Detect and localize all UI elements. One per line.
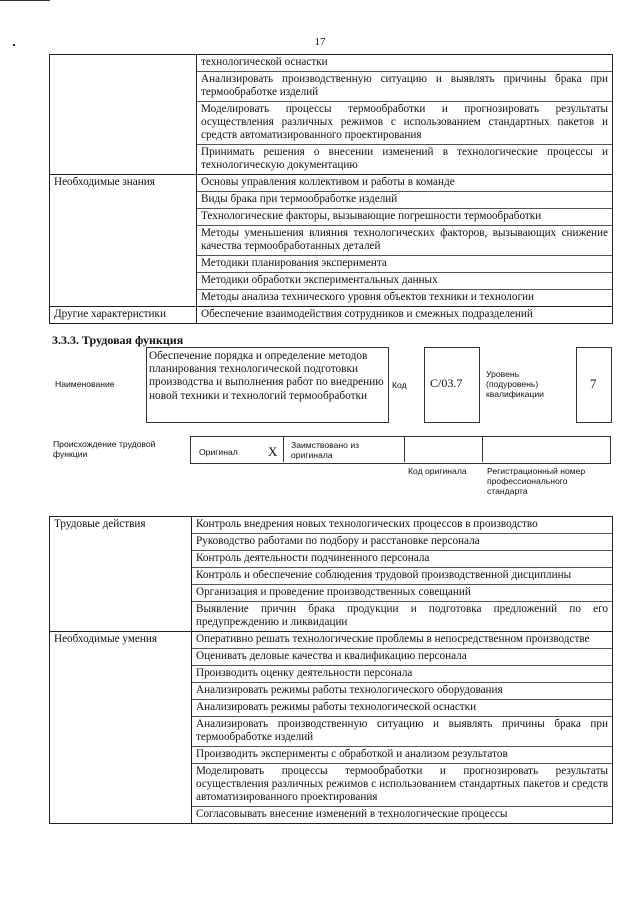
function-name: Обеспечение порядка и определение методов планирования технологической подготовки производства и выполнения работ по внедрению новой техники и технологий термообработки — [149, 350, 384, 402]
origin-divider — [283, 436, 284, 462]
list-item: Организация и проведение производственных совещаний — [192, 585, 612, 602]
bottom-requirements-table — [49, 516, 613, 824]
origin-divider — [404, 436, 405, 462]
table-row — [50, 175, 613, 307]
section-title: 3.3.3. Трудовая функция — [52, 333, 184, 347]
list-item: Руководство работами по подбору и расстановке персонала — [192, 534, 612, 551]
list-item: Методики планирования эксперимента — [197, 256, 612, 273]
list-item: Технологические факторы, вызывающие погрешности термообработки — [197, 209, 612, 226]
list-item: Контроль внедрения новых технологических процессов в производство — [192, 517, 612, 534]
table-row — [50, 632, 613, 824]
list-item: Контроль деятельности подчиненного персонала — [192, 551, 612, 568]
code-label: Код — [392, 380, 407, 390]
row-label — [50, 55, 197, 175]
level-label: Уровень (подуровень) квалификации — [486, 369, 544, 399]
row-items — [197, 175, 613, 307]
row-label: Необходимые знания — [50, 175, 197, 307]
row-label: Другие характеристики — [50, 307, 197, 324]
row-items — [192, 632, 613, 824]
list-item: Виды брака при термообработке изделий — [197, 192, 612, 209]
top-requirements-table — [49, 54, 613, 324]
level-value: 7 — [590, 376, 597, 391]
borrowed-label: Заимствовано из оригинала — [291, 440, 360, 460]
list-item: Согласовывать внесение изменений в технологические процессы — [196, 808, 508, 820]
list-item: Основы управления коллективом и работы в команде — [197, 175, 612, 192]
list-item: Методики обработки экспериментальных данных — [197, 273, 612, 290]
list-item: Обеспечение взаимодействия сотрудников и смежных подразделений — [201, 308, 533, 320]
row-items — [197, 55, 613, 175]
name-label: Наименование — [55, 379, 115, 389]
list-item: Оперативно решать технологические проблемы в непосредственном производстве — [192, 632, 612, 649]
table-row — [50, 55, 613, 175]
list-item: Анализировать производственную ситуацию и выявлять причины брака при термообработке изделий — [192, 717, 612, 747]
list-item: Методы анализа технического уровня объектов техники и технологии — [201, 291, 535, 303]
list-item: Контроль и обеспечение соблюдения трудовой производственной дисциплины — [192, 568, 612, 585]
page-number: 17 — [314, 36, 326, 48]
list-item: Принимать решения о внесении изменений в технологические процессы и технологическую документацию — [201, 146, 608, 171]
scan-edge-line — [0, 0, 50, 1]
list-item: Анализировать режимы работы технологического оборудования — [192, 683, 612, 700]
list-item: Производить оценку деятельности персонала — [192, 666, 612, 683]
list-item: технологической оснастки — [197, 55, 612, 72]
reg-number-label: Регистрационный номер профессионального стандарта — [487, 466, 586, 496]
table-row — [50, 307, 613, 324]
list-item: Моделировать процессы термообработки и прогнозировать результаты осуществления различных режимов с использованием стандартных пакетов и средств автоматизированного проектирования — [192, 764, 612, 807]
original-label: Оригинал — [199, 447, 238, 457]
row-items — [192, 517, 613, 632]
row-items — [197, 307, 613, 324]
code-value: C/03.7 — [430, 376, 463, 390]
origin-divider — [482, 436, 483, 462]
list-item: Выявление причин брака продукции и подготовка предложений по его предупреждению и ликвидации — [196, 603, 608, 628]
list-item: Методы уменьшения влияния технологических факторов, вызывающих снижение качества термообработанных деталей — [197, 226, 612, 256]
row-label: Трудовые действия — [50, 517, 192, 632]
origin-label: Происхождение трудовой функции — [53, 439, 156, 459]
row-label: Необходимые умения — [50, 632, 192, 824]
list-item: Моделировать процессы термообработки и прогнозировать результаты осуществления различных режимов с использованием стандартных пакетов и средств автоматизированного проектирования — [197, 102, 612, 145]
list-item: Оценивать деловые качества и квалификацию персонала — [192, 649, 612, 666]
table-row — [50, 517, 613, 632]
list-item: Анализировать производственную ситуацию и выявлять причины брака при термообработке изделий — [197, 72, 612, 102]
origin-code-label: Код оригинала — [408, 466, 467, 476]
list-item: Анализировать режимы работы технологической оснастки — [192, 700, 612, 717]
list-item: Производить эксперименты с обработкой и анализом результатов — [192, 747, 612, 764]
original-mark: X — [268, 444, 278, 459]
